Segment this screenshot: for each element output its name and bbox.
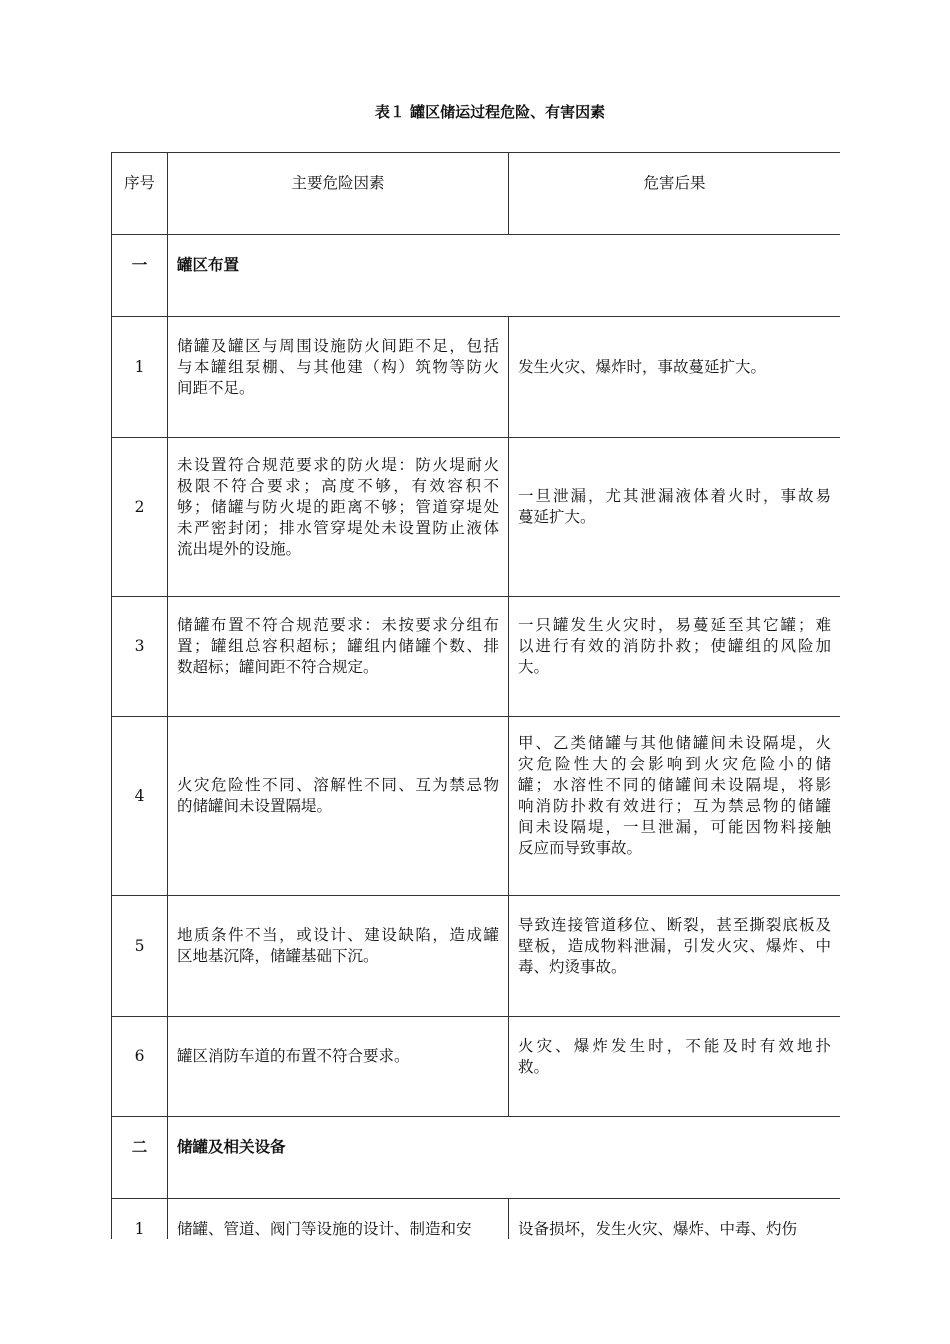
text-line: 未设置符合规范要求的防火堤：防火堤耐火 — [177, 455, 499, 474]
header-factor: 主要危险因素 — [168, 153, 509, 235]
text-line: 区地基沉降，储罐基础下沉。 — [177, 947, 379, 965]
text-line: 未严密封闭；排水管穿堤处未设置防止液体 — [177, 518, 499, 537]
section-title: 罐区布置 — [168, 235, 841, 317]
text-line: 罐区消防车道的布置不符合要求。 — [177, 1047, 410, 1065]
text-line: 反应而导致事故。 — [518, 839, 643, 857]
consequence-cell — [509, 597, 841, 717]
text-line: 灾危险性大的会影响到火灾危险小的储 — [518, 755, 831, 773]
section-row — [112, 235, 841, 317]
text-line: 一只罐发生火灾时，易蔓延至其它罐；难 — [518, 616, 831, 634]
text-line: 救。 — [518, 1057, 550, 1076]
text-line: 一旦泄漏，尤其泄漏液体着火时，事故易 — [518, 487, 831, 505]
text-line: 火灾危险性不同、溶解性不同、互为禁忌物 — [177, 776, 499, 794]
consequence-cell — [509, 1017, 841, 1117]
text-line: 以进行有效的消防扑救；使罐组的风险加 — [518, 637, 831, 655]
text-line: 地质条件不当，或设计、建设缺陷，造成罐 — [177, 926, 499, 944]
row-number: 5 — [112, 896, 168, 1017]
text-line: 火灾、爆炸发生时，不能及时有效地扑 — [518, 1036, 831, 1055]
section-number: 二 — [112, 1117, 168, 1199]
section-row — [112, 1117, 841, 1199]
text-line: 流出堤外的设施。 — [177, 539, 302, 558]
text-line: 数超标；罐间距不符合规定。 — [177, 658, 379, 676]
text-line: 置；罐组总容积超标；罐组内储罐个数、排 — [177, 637, 499, 655]
text-line: 间距不足。 — [177, 378, 255, 397]
table-header-row — [112, 153, 841, 235]
consequence-cell — [509, 317, 841, 438]
table-row — [112, 1017, 841, 1117]
section-number: 一 — [112, 235, 168, 317]
table-row — [112, 1199, 841, 1240]
text-line: 毒、灼烫事故。 — [518, 957, 627, 976]
hazard-factor-cell — [168, 717, 509, 896]
text-line: 的储罐间未设置隔堤。 — [177, 797, 333, 815]
hazard-factor-cell — [168, 896, 509, 1017]
row-number: 1 — [112, 1199, 168, 1240]
table-row — [112, 597, 841, 717]
hazard-table — [111, 152, 840, 1239]
consequence-cell — [509, 1199, 841, 1240]
hazard-factor-cell — [168, 597, 509, 717]
text-line: 储罐、管道、阀门等设施的设计、制造和安 — [177, 1220, 472, 1238]
text-line: 发生火灾、爆炸时，事故蔓延扩大。 — [518, 357, 767, 376]
text-line: 与本罐组泵棚、与其他建（构）筑物等防火 — [177, 357, 499, 376]
text-line: 够；储罐与防火堤的距离不够；管道穿堤处 — [177, 497, 499, 516]
section-title: 储罐及相关设备 — [168, 1117, 841, 1199]
table-row — [112, 438, 841, 597]
table-title: 表１ 罐区储运过程危险、有害因素 — [374, 103, 606, 121]
text-line: 设备损坏，发生火灾、爆炸、中毒、灼伤 — [518, 1220, 798, 1238]
text-line: 极限不符合要求；高度不够，有效容积不 — [177, 476, 499, 495]
row-number: 2 — [112, 438, 168, 597]
row-number: 6 — [112, 1017, 168, 1117]
row-number: 3 — [112, 597, 168, 717]
hazard-factor-cell — [168, 1199, 509, 1240]
row-number: 1 — [112, 317, 168, 438]
table-row — [112, 896, 841, 1017]
hazard-factor-cell — [168, 317, 509, 438]
hazard-factor-cell — [168, 438, 509, 597]
header-consequence: 危害后果 — [509, 153, 841, 235]
table-row — [112, 717, 841, 896]
consequence-cell — [509, 438, 841, 597]
text-line: 甲、乙类储罐与其他储罐间未设隔堤，火 — [518, 734, 831, 752]
header-no: 序号 — [112, 153, 168, 235]
text-line: 储罐及罐区与周围设施防火间距不足，包括 — [177, 336, 499, 355]
text-line: 导致连接管道移位、断裂，甚至撕裂底板及 — [518, 915, 831, 934]
consequence-cell — [509, 717, 841, 896]
text-line: 大。 — [518, 658, 550, 676]
text-line: 蔓延扩大。 — [518, 508, 596, 526]
hazard-table-container — [111, 152, 840, 1239]
text-line: 间未设隔堤，一旦泄漏，可能因物料接触 — [518, 818, 831, 836]
text-line: 响消防扑救有效进行；互为禁忌物的储罐 — [518, 797, 831, 815]
consequence-cell — [509, 896, 841, 1017]
text-line: 罐；水溶性不同的储罐间未设隔堤，将影 — [518, 776, 831, 794]
row-number: 4 — [112, 717, 168, 896]
text-line: 壁板，造成物料泄漏，引发火灾、爆炸、中 — [518, 936, 831, 955]
hazard-factor-cell — [168, 1017, 509, 1117]
text-line: 储罐布置不符合规范要求：未按要求分组布 — [177, 616, 499, 634]
table-row — [112, 317, 841, 438]
